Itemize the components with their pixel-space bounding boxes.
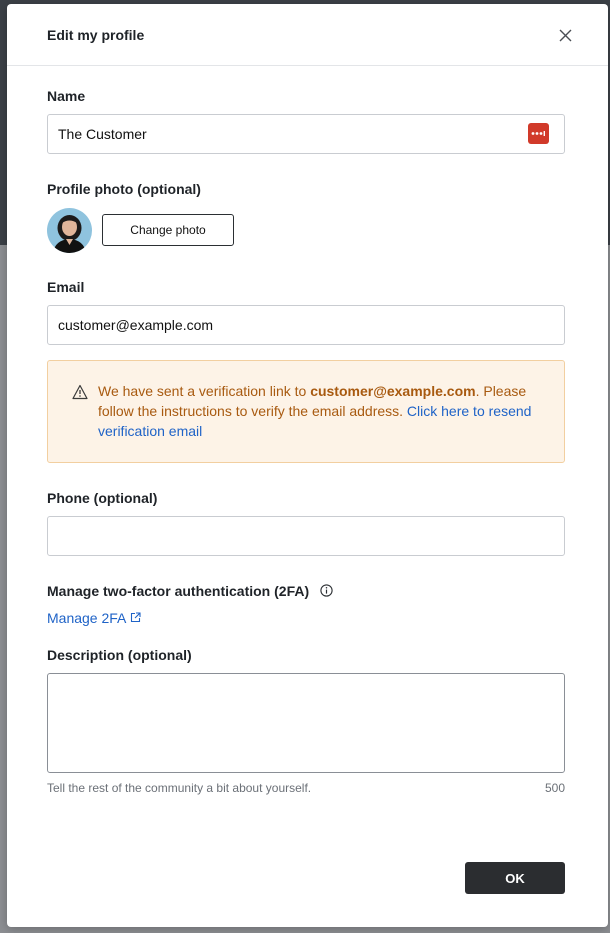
alert-message bbox=[98, 381, 538, 441]
photo-label: Profile photo (optional) bbox=[47, 181, 201, 197]
edit-profile-modal bbox=[7, 4, 608, 927]
verification-alert bbox=[47, 360, 565, 463]
character-counter: 500 bbox=[544, 781, 565, 795]
external-link-icon bbox=[130, 610, 141, 626]
alert-text-before: We have sent a verification link to bbox=[98, 383, 311, 399]
manage-2fa-link-label: Manage 2FA bbox=[47, 610, 127, 626]
description-hint: Tell the rest of the community a bit about yourself. bbox=[47, 781, 312, 795]
modal-header bbox=[7, 4, 608, 66]
email-input[interactable] bbox=[47, 305, 565, 345]
name-input[interactable] bbox=[47, 114, 565, 154]
name-label: Name bbox=[47, 88, 86, 104]
warning-icon bbox=[72, 384, 88, 400]
twofa-label: Manage two-factor authentication (2FA) bbox=[47, 583, 310, 599]
phone-input[interactable] bbox=[47, 516, 565, 556]
modal-title: Edit my profile bbox=[47, 27, 145, 43]
change-photo-button[interactable]: Change photo bbox=[102, 214, 234, 246]
avatar bbox=[47, 208, 92, 253]
info-icon[interactable] bbox=[320, 584, 333, 597]
email-label: Email bbox=[47, 279, 85, 295]
close-icon[interactable] bbox=[555, 25, 575, 45]
phone-label: Phone (optional) bbox=[47, 490, 158, 506]
resend-verification-link[interactable]: Click here to resend verification email bbox=[98, 403, 532, 439]
alert-email: customer@example.com bbox=[310, 383, 476, 399]
description-textarea[interactable] bbox=[47, 673, 565, 773]
description-label: Description (optional) bbox=[47, 647, 192, 663]
alert-text-after: . Please follow the instructions to verify the email address. bbox=[98, 383, 527, 419]
ok-button[interactable]: OK bbox=[465, 862, 565, 894]
manage-2fa-link[interactable] bbox=[47, 610, 141, 626]
password-manager-icon[interactable] bbox=[528, 123, 549, 144]
